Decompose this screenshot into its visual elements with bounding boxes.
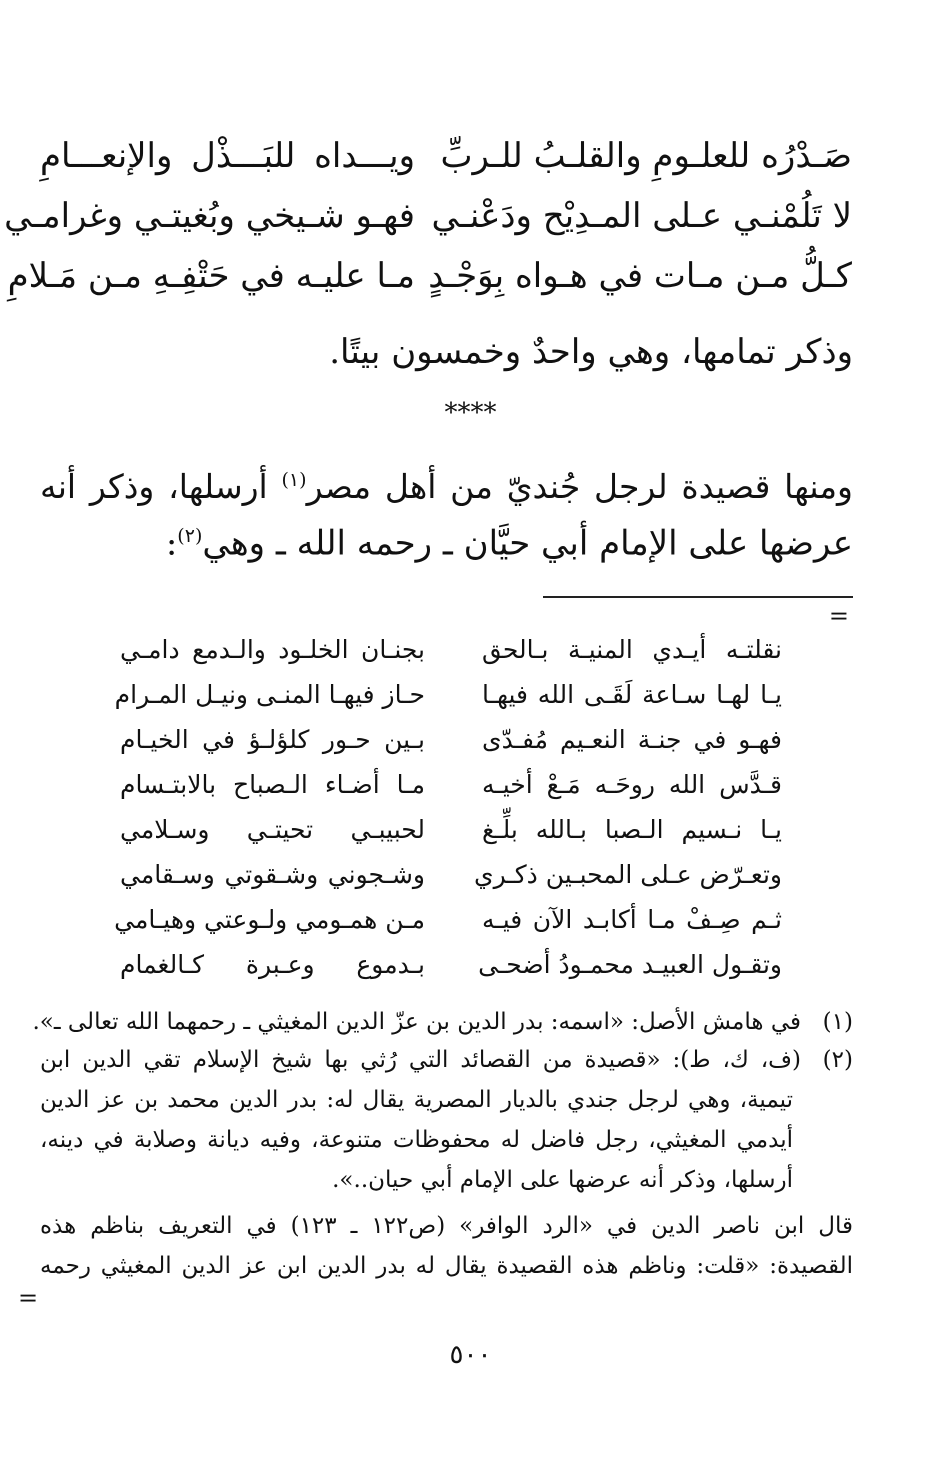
poem-second-hemistich: بجنـان الخلـود والـدمع دامـي — [120, 635, 425, 664]
continuation-mark: = — [18, 1284, 39, 1312]
footnote-ref[interactable]: (٢) — [177, 525, 203, 547]
poem-second-hemistich: مـا أضـاء الـصباح بالابتـسام — [120, 770, 425, 799]
poem-first-hemistich: ثـم صِـفْ مـا أكابـد الآن فيـه — [482, 905, 782, 934]
page-number: ٥٠٠ — [449, 1340, 492, 1370]
verse-line — [40, 128, 852, 188]
verse-first-hemistich: لا تَلُمْنـي عـلى المـدِيْح ودَعْنـي — [431, 196, 852, 236]
poem-second-hemistich: وشـجوني وشـقوتي وسـقامي — [120, 860, 425, 889]
footnote-number: (١) — [822, 1009, 853, 1035]
footnote-text-line: القصيدة: «قلت: وناظم هذه القصيدة يقال له بدر الدين ابن عز الدين المغيثي رحمه — [40, 1253, 853, 1279]
poem-first-hemistich: قـدَّس الله روحَـه مَـعْ أخيـه — [482, 770, 782, 799]
poem-line — [110, 950, 782, 994]
section-separator: **** — [444, 398, 497, 428]
footnote-ref[interactable]: (١) — [281, 469, 307, 491]
poem-second-hemistich: حـاز فيهـا المنـى ونيـل المـرام — [114, 680, 425, 709]
verse-first-hemistich: كـلُّ مـن مـات في هـواه بِوَجْـدٍ — [428, 256, 852, 296]
body-text: ومنها قصيدة لرجل جُنديّ من أهل مصر — [306, 467, 853, 506]
verse-second-hemistich: ويـــداه للبَـــذْل والإنعـــامِ — [40, 136, 415, 176]
poem-second-hemistich: بـين حـور كلؤلـؤ في الخيـام — [120, 725, 425, 754]
poem-first-hemistich: نقلتـه أيـدي المنيـة بـالحق — [482, 635, 782, 664]
footnote-divider — [543, 596, 853, 598]
poem-line — [110, 725, 782, 769]
verse-line — [7, 248, 852, 308]
poem-second-hemistich: بـدموع وعـبرة كـالغمام — [120, 950, 425, 979]
footnote-text-line: أرسلها، وذكر أنه عرضها على الإمام أبي حيان..». — [332, 1167, 793, 1193]
poem-first-hemistich: يـا لهـا سـاعة لَقَـى الله فيهـا — [482, 680, 782, 709]
poem-second-hemistich: مـن همـومي ولـوعتي وهيـامي — [114, 905, 425, 934]
verse-line — [4, 188, 852, 248]
footnote-text-line: قال ابن ناصر الدين في «الرد الوافر» (ص١٢٢ ـ ١٢٣) في التعريف بناظم هذه — [40, 1213, 853, 1239]
footnote-text-line: أيدمي المغيثي، رجل فاضل له محفوظات متنوعة، وفيه ديانة وصلابة في دينه، — [40, 1127, 793, 1153]
poem-line — [110, 905, 782, 949]
body-paragraph-line — [40, 508, 853, 571]
footnote-text: في هامش الأصل: «اسمه: بدر الدين بن عزّ الدين المغيثي ـ رحمهما الله تعالى ـ». — [32, 1009, 801, 1035]
footnote-text: (ف، ك، ط): «قصيدة من القصائد التي رُثي بها شيخ الإسلام تقي الدين ابن — [40, 1047, 801, 1073]
footnote-number: (٢) — [822, 1047, 853, 1073]
poem-line — [110, 815, 782, 859]
continuation-mark: = — [828, 602, 849, 630]
poem-first-hemistich: وتقـول العبيـد محمـودُ أضحـى — [478, 950, 782, 979]
footnote-text-line: تيمية، وهي لرجل جندي بالديار المصرية يقال له: بدر الدين محمد بن عز الدين — [40, 1087, 793, 1113]
poem-first-hemistich: يـا نـسيم الـصبا بـالله بلِّـغ — [482, 815, 782, 844]
body-paragraph-line — [40, 452, 853, 515]
poem-line — [110, 860, 782, 904]
body-text: أرسلها، وذكر أنه — [40, 467, 282, 506]
body-text: عرضها على الإمام أبي حيَّان ـ رحمه الله ـ وهي — [202, 523, 853, 564]
poem-line — [110, 635, 782, 679]
body-text: : — [165, 523, 178, 564]
poem-second-hemistich: لحبيبـي تحيتـي وسـلامي — [120, 815, 425, 844]
verse-first-hemistich: صَـدْرُه للعلـومِ والقلـبُ للـربِّ — [440, 136, 852, 176]
poem-first-hemistich: وتعـرّض عـلى المحبـين ذكـري — [474, 860, 782, 889]
poem-line — [110, 680, 782, 724]
poem-line — [110, 770, 782, 814]
poem-first-hemistich: فهـو في جنـة النعـيم مُفـدّى — [482, 725, 782, 754]
verse-second-hemistich: فهـو شـيخي وبُغيتـي وغرامـي — [4, 196, 415, 236]
verse-second-hemistich: مـا عليـه في حَتْفِـهِ مـن مَـلامِ — [7, 256, 415, 296]
verse-count-note: وذكر تمامها، وهي واحدٌ وخمسون بيتًا. — [329, 332, 853, 372]
